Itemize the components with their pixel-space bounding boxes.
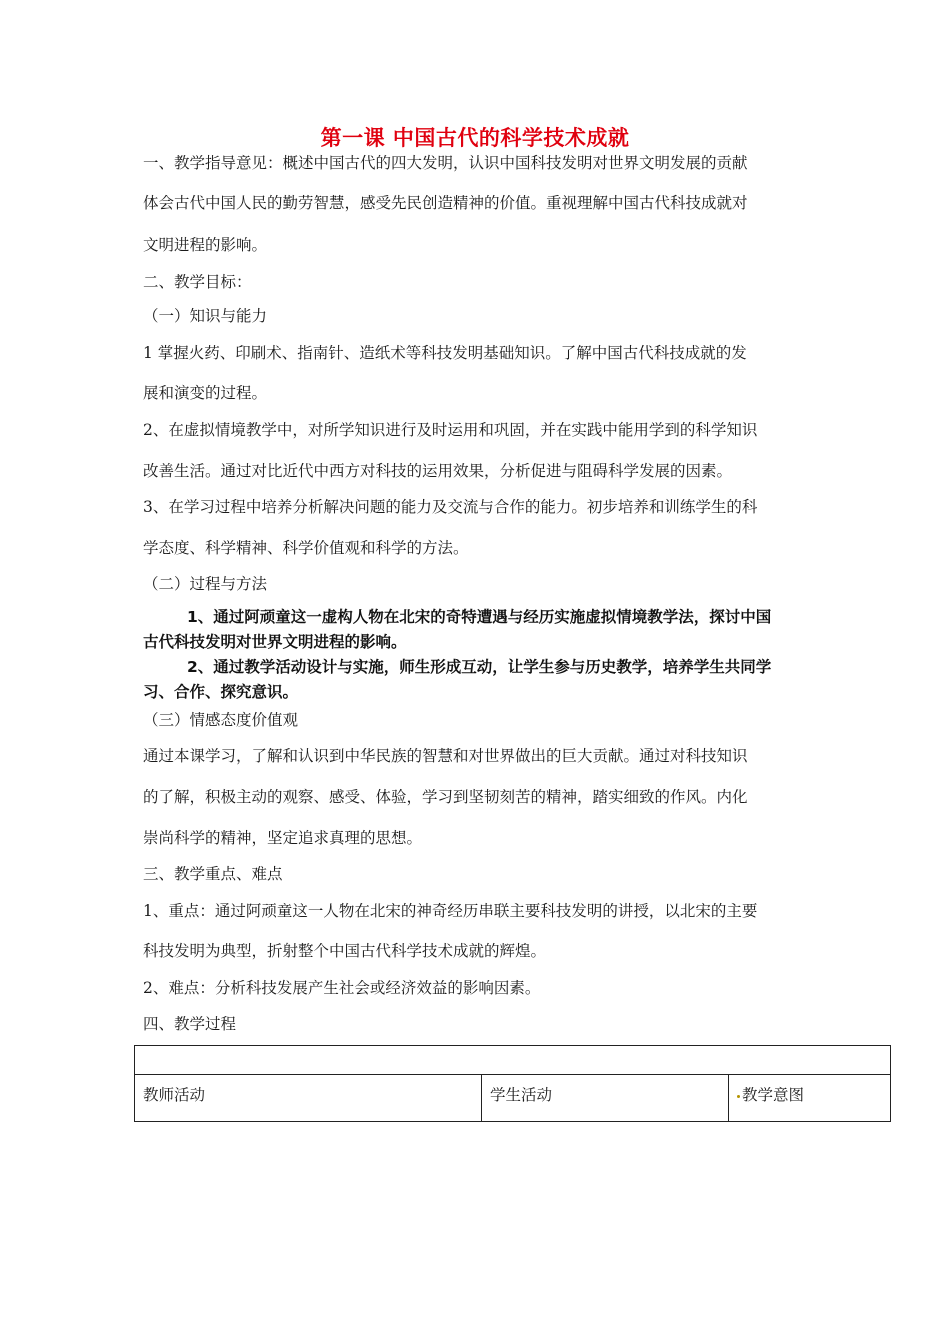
process-line-4: 习、合作、探究意识。 bbox=[143, 683, 299, 701]
subsection-attitude-heading: （三）情感态度价值观 bbox=[143, 711, 299, 729]
table-row bbox=[135, 1075, 891, 1122]
process-line-1: 1、通过阿顽童这一虚构人物在北宋的奇特遭遇与经历实施虚拟情境教学法，探讨中国 bbox=[187, 608, 772, 626]
guidance-line-3: 文明进程的影响。 bbox=[143, 236, 268, 254]
teaching-process-table bbox=[134, 1045, 891, 1122]
keypoint-line-1: 1、重点：通过阿顽童这一人物在北宋的神奇经历串联主要科技发明的讲授，以北宋的主要 bbox=[143, 902, 758, 920]
header-teaching-intent-label: 教学意图 bbox=[742, 1086, 805, 1104]
section-process-heading: 四、教学过程 bbox=[143, 1015, 237, 1033]
knowledge-line-4: 改善生活。通过对比近代中西方对科技的运用效果，分析促进与阻碍科学发展的因素。 bbox=[143, 462, 733, 480]
difficulty-line: 2、难点：分析科技发展产生社会或经济效益的影响因素。 bbox=[143, 979, 541, 997]
attitude-line-2: 的了解，积极主动的观察、感受、体验，学习到坚韧刻苦的精神，踏实细致的作风。内化 bbox=[143, 788, 748, 806]
document-title: 第一课 中国古代的科学技术成就 bbox=[320, 126, 630, 150]
knowledge-line-5: 3、在学习过程中培养分析解决问题的能力及交流与合作的能力。初步培养和训练学生的科 bbox=[143, 498, 758, 516]
knowledge-line-1: 1 掌握火药、印刷术、指南针、造纸术等科技发明基础知识。了解中国古代科技成就的发 bbox=[143, 344, 747, 362]
header-student-activity: 学生活动 bbox=[482, 1075, 729, 1122]
keypoint-line-2: 科技发明为典型，折射整个中国古代科学技术成就的辉煌。 bbox=[143, 942, 547, 960]
subsection-knowledge-heading: （一）知识与能力 bbox=[143, 307, 268, 325]
section-keypoints-heading: 三、教学重点、难点 bbox=[143, 865, 283, 883]
knowledge-line-6: 学态度、科学精神、科学价值观和科学的方法。 bbox=[143, 539, 469, 557]
guidance-line-1: 一、教学指导意见：概述中国古代的四大发明，认识中国科技发明对世界文明发展的贡献 bbox=[143, 154, 748, 172]
dot-marker-icon bbox=[737, 1095, 740, 1098]
guidance-line-2: 体会古代中国人民的勤劳智慧，感受先民创造精神的价值。重视理解中国古代科技成就对 bbox=[143, 194, 748, 212]
attitude-line-3: 崇尚科学的精神，坚定追求真理的思想。 bbox=[143, 829, 423, 847]
table-cell-empty bbox=[135, 1046, 891, 1075]
table-row bbox=[135, 1046, 891, 1075]
process-line-3: 2、通过教学活动设计与实施，师生形成互动，让学生参与历史教学，培养学生共同学 bbox=[187, 658, 772, 676]
header-teacher-activity: 教师活动 bbox=[135, 1075, 482, 1122]
section-objectives-heading: 二、教学目标： bbox=[143, 273, 252, 291]
process-line-2: 古代科技发明对世界文明进程的影响。 bbox=[143, 633, 407, 651]
knowledge-line-3: 2、在虚拟情境教学中，对所学知识进行及时运用和巩固，并在实践中能用学到的科学知识 bbox=[143, 421, 758, 439]
subsection-process-heading: （二）过程与方法 bbox=[143, 575, 268, 593]
knowledge-line-2: 展和演变的过程。 bbox=[143, 384, 268, 402]
attitude-line-1: 通过本课学习，了解和认识到中华民族的智慧和对世界做出的巨大贡献。通过对科技知识 bbox=[143, 747, 748, 765]
header-teaching-intent bbox=[729, 1075, 891, 1122]
